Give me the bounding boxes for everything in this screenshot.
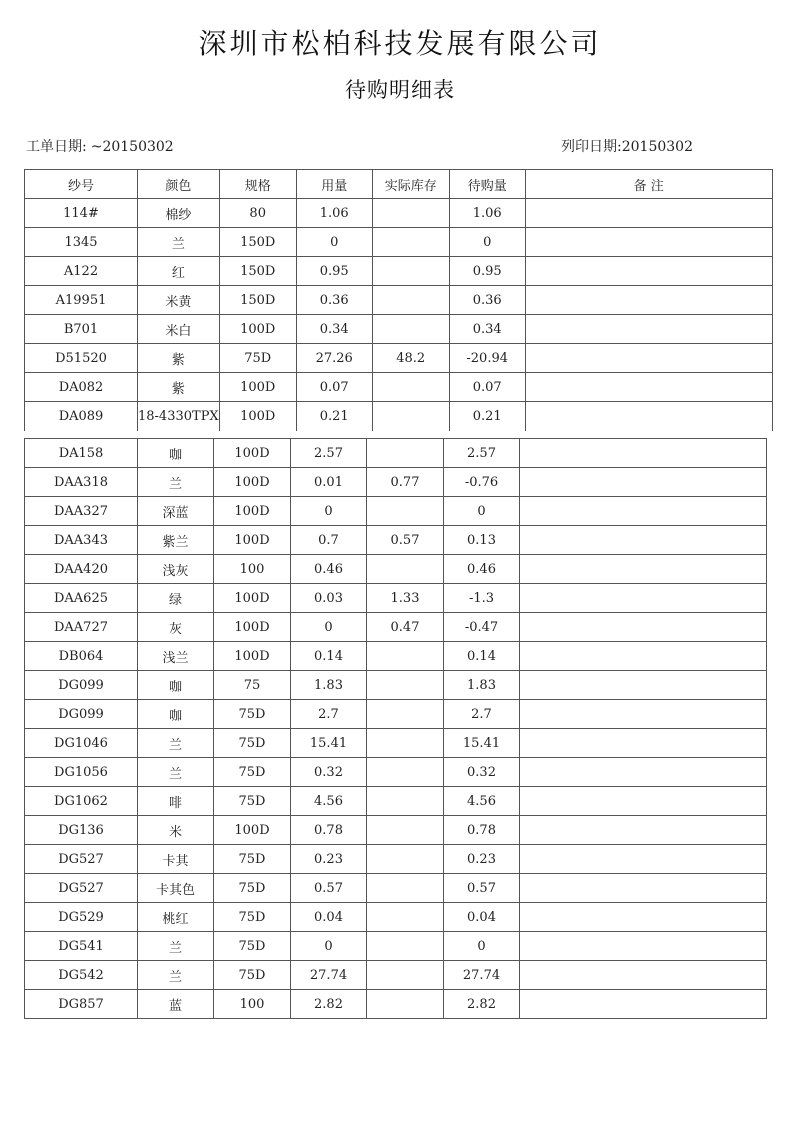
cell-actual-stock (372, 373, 449, 402)
table-row (25, 613, 767, 642)
cell-color: 18-4330TPX (138, 402, 220, 432)
table-row (25, 439, 767, 468)
cell-yarn-no: DG1046 (25, 729, 138, 758)
table-row (25, 373, 773, 402)
cell-actual-stock: 0.77 (367, 468, 444, 497)
print-date (561, 136, 693, 156)
cell-actual-stock (367, 497, 444, 526)
table-row (25, 932, 767, 961)
cell-spec: 150D (219, 286, 296, 315)
cell-actual-stock (367, 961, 444, 990)
print-date-label: 列印日期: (561, 139, 622, 155)
cell-to-purchase: 2.82 (444, 990, 520, 1019)
cell-remarks (525, 228, 772, 257)
cell-remarks (525, 402, 772, 432)
cell-color: 啡 (138, 787, 214, 816)
cell-to-purchase: 2.7 (444, 700, 520, 729)
cell-spec: 75D (214, 845, 291, 874)
cell-color: 深蓝 (138, 497, 214, 526)
cell-spec: 100D (214, 497, 291, 526)
table-row (25, 642, 767, 671)
cell-yarn-no: DAA727 (25, 613, 138, 642)
cell-remarks (520, 642, 767, 671)
cell-remarks (525, 344, 772, 373)
cell-spec: 100D (214, 468, 291, 497)
cell-actual-stock (367, 671, 444, 700)
col-header-yarn-no: 纱号 (25, 170, 138, 199)
cell-spec: 100D (219, 402, 296, 432)
cell-spec: 75D (219, 344, 296, 373)
cell-to-purchase: 0.07 (449, 373, 525, 402)
cell-spec: 100D (214, 526, 291, 555)
cell-remarks (520, 874, 767, 903)
table-row (25, 286, 773, 315)
cell-color: 蓝 (138, 990, 214, 1019)
cell-usage: 2.57 (291, 439, 367, 468)
cell-color: 卡其 (138, 845, 214, 874)
cell-to-purchase: 0 (444, 932, 520, 961)
table-row (25, 402, 773, 432)
cell-usage: 0.07 (296, 373, 372, 402)
cell-actual-stock: 0.47 (367, 613, 444, 642)
cell-yarn-no: DAA318 (25, 468, 138, 497)
table-row (25, 344, 773, 373)
cell-remarks (520, 787, 767, 816)
cell-color: 米白 (138, 315, 220, 344)
cell-yarn-no: 1345 (25, 228, 138, 257)
cell-yarn-no: DG527 (25, 874, 138, 903)
cell-actual-stock (367, 787, 444, 816)
table-row (25, 584, 767, 613)
cell-yarn-no: DG1062 (25, 787, 138, 816)
cell-color: 紫 (138, 373, 220, 402)
cell-actual-stock (372, 199, 449, 228)
cell-color: 兰 (138, 932, 214, 961)
cell-to-purchase: 0 (449, 228, 525, 257)
cell-yarn-no: DG099 (25, 700, 138, 729)
cell-remarks (520, 758, 767, 787)
cell-to-purchase: 0.13 (444, 526, 520, 555)
purchase-table-top (24, 169, 773, 431)
cell-yarn-no: A19951 (25, 286, 138, 315)
cell-color: 浅灰 (138, 555, 214, 584)
cell-yarn-no: DG1056 (25, 758, 138, 787)
cell-color: 米 (138, 816, 214, 845)
cell-usage: 0 (291, 613, 367, 642)
cell-to-purchase: -0.76 (444, 468, 520, 497)
cell-actual-stock (372, 257, 449, 286)
cell-spec: 75D (214, 700, 291, 729)
cell-usage: 0.34 (296, 315, 372, 344)
cell-to-purchase: 0.14 (444, 642, 520, 671)
cell-remarks (520, 816, 767, 845)
table-row (25, 315, 773, 344)
cell-to-purchase: -20.94 (449, 344, 525, 373)
table-row (25, 903, 767, 932)
cell-color: 兰 (138, 758, 214, 787)
cell-to-purchase: 1.06 (449, 199, 525, 228)
table-row (25, 228, 773, 257)
table-row (25, 497, 767, 526)
table-row (25, 961, 767, 990)
cell-remarks (520, 990, 767, 1019)
cell-spec: 100 (214, 555, 291, 584)
cell-actual-stock (372, 286, 449, 315)
cell-usage: 0.95 (296, 257, 372, 286)
col-header-remarks: 备 注 (525, 170, 772, 199)
cell-actual-stock: 1.33 (367, 584, 444, 613)
cell-remarks (520, 671, 767, 700)
cell-yarn-no: DA082 (25, 373, 138, 402)
cell-actual-stock: 48.2 (372, 344, 449, 373)
cell-spec: 100D (214, 613, 291, 642)
cell-remarks (520, 729, 767, 758)
cell-color: 紫 (138, 344, 220, 373)
cell-usage: 0 (291, 497, 367, 526)
cell-usage: 0.04 (291, 903, 367, 932)
cell-actual-stock (367, 642, 444, 671)
cell-remarks (525, 257, 772, 286)
cell-spec: 75D (214, 787, 291, 816)
cell-usage: 0.7 (291, 526, 367, 555)
cell-spec: 75 (214, 671, 291, 700)
cell-yarn-no: DG542 (25, 961, 138, 990)
cell-yarn-no: DAA327 (25, 497, 138, 526)
cell-spec: 75D (214, 758, 291, 787)
order-date (26, 136, 174, 156)
cell-remarks (520, 497, 767, 526)
cell-spec: 150D (219, 228, 296, 257)
cell-yarn-no: DAA625 (25, 584, 138, 613)
cell-remarks (520, 555, 767, 584)
cell-actual-stock (367, 816, 444, 845)
cell-to-purchase: 0.21 (449, 402, 525, 432)
cell-remarks (520, 526, 767, 555)
cell-spec: 100D (214, 439, 291, 468)
order-date-label: 工单日期: (26, 139, 87, 155)
cell-usage: 0.57 (291, 874, 367, 903)
table-row (25, 526, 767, 555)
cell-remarks (525, 373, 772, 402)
col-header-to-purchase: 待购量 (449, 170, 525, 199)
cell-color: 红 (138, 257, 220, 286)
cell-actual-stock (367, 729, 444, 758)
purchase-table-bottom (24, 438, 767, 1019)
cell-usage: 0.01 (291, 468, 367, 497)
cell-yarn-no: DG099 (25, 671, 138, 700)
cell-to-purchase: -0.47 (444, 613, 520, 642)
cell-color: 灰 (138, 613, 214, 642)
cell-spec: 75D (214, 932, 291, 961)
cell-usage: 27.26 (296, 344, 372, 373)
table-row (25, 729, 767, 758)
cell-usage: 1.06 (296, 199, 372, 228)
table-row (25, 758, 767, 787)
cell-to-purchase: 0 (444, 497, 520, 526)
cell-to-purchase: 0.46 (444, 555, 520, 584)
cell-actual-stock (367, 874, 444, 903)
cell-actual-stock (367, 758, 444, 787)
cell-color: 桃红 (138, 903, 214, 932)
cell-color: 咖 (138, 671, 214, 700)
cell-to-purchase: 0.23 (444, 845, 520, 874)
cell-remarks (520, 584, 767, 613)
cell-color: 棉纱 (138, 199, 220, 228)
table-row (25, 671, 767, 700)
print-date-value: 20150302 (621, 139, 693, 155)
cell-remarks (520, 845, 767, 874)
cell-yarn-no: DAA343 (25, 526, 138, 555)
cell-spec: 100D (219, 315, 296, 344)
cell-spec: 75D (214, 961, 291, 990)
cell-usage: 4.56 (291, 787, 367, 816)
cell-to-purchase: 0.57 (444, 874, 520, 903)
cell-to-purchase: 0.32 (444, 758, 520, 787)
cell-yarn-no: D51520 (25, 344, 138, 373)
cell-usage: 0.46 (291, 555, 367, 584)
cell-spec: 100D (214, 584, 291, 613)
cell-usage: 0.21 (296, 402, 372, 432)
cell-yarn-no: DG529 (25, 903, 138, 932)
table-header-row (25, 170, 773, 199)
col-header-color: 颜色 (138, 170, 220, 199)
cell-spec: 100 (214, 990, 291, 1019)
cell-yarn-no: DG527 (25, 845, 138, 874)
cell-remarks (525, 199, 772, 228)
cell-to-purchase: 4.56 (444, 787, 520, 816)
table-row (25, 787, 767, 816)
cell-actual-stock (367, 845, 444, 874)
cell-color: 兰 (138, 729, 214, 758)
cell-actual-stock (367, 700, 444, 729)
cell-usage: 0.36 (296, 286, 372, 315)
cell-yarn-no: B701 (25, 315, 138, 344)
cell-spec: 100D (214, 642, 291, 671)
cell-usage: 0.23 (291, 845, 367, 874)
cell-actual-stock (367, 903, 444, 932)
cell-yarn-no: DG541 (25, 932, 138, 961)
cell-yarn-no: DG136 (25, 816, 138, 845)
table-row (25, 199, 773, 228)
cell-remarks (525, 286, 772, 315)
cell-color: 绿 (138, 584, 214, 613)
cell-to-purchase: 0.04 (444, 903, 520, 932)
cell-to-purchase: 1.83 (444, 671, 520, 700)
cell-actual-stock: 0.57 (367, 526, 444, 555)
cell-yarn-no: 114# (25, 199, 138, 228)
cell-remarks (520, 961, 767, 990)
cell-actual-stock (367, 439, 444, 468)
table-row (25, 845, 767, 874)
cell-to-purchase: 0.34 (449, 315, 525, 344)
cell-color: 兰 (138, 228, 220, 257)
cell-usage: 1.83 (291, 671, 367, 700)
cell-usage: 0.14 (291, 642, 367, 671)
cell-yarn-no: DA158 (25, 439, 138, 468)
cell-usage: 2.7 (291, 700, 367, 729)
cell-spec: 80 (219, 199, 296, 228)
cell-remarks (520, 903, 767, 932)
cell-yarn-no: DA089 (25, 402, 138, 432)
cell-usage: 0.03 (291, 584, 367, 613)
cell-color: 兰 (138, 468, 214, 497)
col-header-spec: 规格 (219, 170, 296, 199)
cell-actual-stock (372, 315, 449, 344)
cell-to-purchase: 0.78 (444, 816, 520, 845)
cell-actual-stock (367, 990, 444, 1019)
cell-remarks (525, 315, 772, 344)
cell-color: 紫兰 (138, 526, 214, 555)
cell-remarks (520, 700, 767, 729)
order-date-value: ~20150302 (90, 139, 174, 155)
col-header-actual-stock: 实际库存 (372, 170, 449, 199)
cell-color: 米黄 (138, 286, 220, 315)
cell-to-purchase: 27.74 (444, 961, 520, 990)
cell-color: 兰 (138, 961, 214, 990)
cell-to-purchase: -1.3 (444, 584, 520, 613)
cell-remarks (520, 468, 767, 497)
cell-actual-stock (367, 932, 444, 961)
table-row (25, 468, 767, 497)
cell-actual-stock (367, 555, 444, 584)
cell-actual-stock (372, 402, 449, 432)
company-name: 深圳市松柏科技发展有限公司 (198, 27, 602, 60)
cell-usage: 0 (296, 228, 372, 257)
cell-yarn-no: DB064 (25, 642, 138, 671)
table-row (25, 990, 767, 1019)
cell-remarks (520, 932, 767, 961)
cell-usage: 0.32 (291, 758, 367, 787)
cell-color: 咖 (138, 700, 214, 729)
cell-spec: 75D (214, 874, 291, 903)
table-row (25, 874, 767, 903)
cell-spec: 75D (214, 729, 291, 758)
cell-yarn-no: DG857 (25, 990, 138, 1019)
report-title: 待购明细表 (345, 78, 455, 102)
cell-yarn-no: DAA420 (25, 555, 138, 584)
cell-to-purchase: 0.95 (449, 257, 525, 286)
cell-to-purchase: 0.36 (449, 286, 525, 315)
cell-to-purchase: 15.41 (444, 729, 520, 758)
cell-usage: 2.82 (291, 990, 367, 1019)
cell-spec: 100D (219, 373, 296, 402)
col-header-usage: 用量 (296, 170, 372, 199)
table-row (25, 700, 767, 729)
cell-usage: 15.41 (291, 729, 367, 758)
cell-color: 浅兰 (138, 642, 214, 671)
cell-spec: 150D (219, 257, 296, 286)
cell-spec: 75D (214, 903, 291, 932)
table-row (25, 816, 767, 845)
cell-color: 卡其色 (138, 874, 214, 903)
cell-to-purchase: 2.57 (444, 439, 520, 468)
cell-usage: 0.78 (291, 816, 367, 845)
cell-remarks (520, 613, 767, 642)
cell-usage: 0 (291, 932, 367, 961)
table-row (25, 257, 773, 286)
table-row (25, 555, 767, 584)
cell-remarks (520, 439, 767, 468)
cell-color: 咖 (138, 439, 214, 468)
cell-spec: 100D (214, 816, 291, 845)
cell-yarn-no: A122 (25, 257, 138, 286)
cell-usage: 27.74 (291, 961, 367, 990)
cell-actual-stock (372, 228, 449, 257)
